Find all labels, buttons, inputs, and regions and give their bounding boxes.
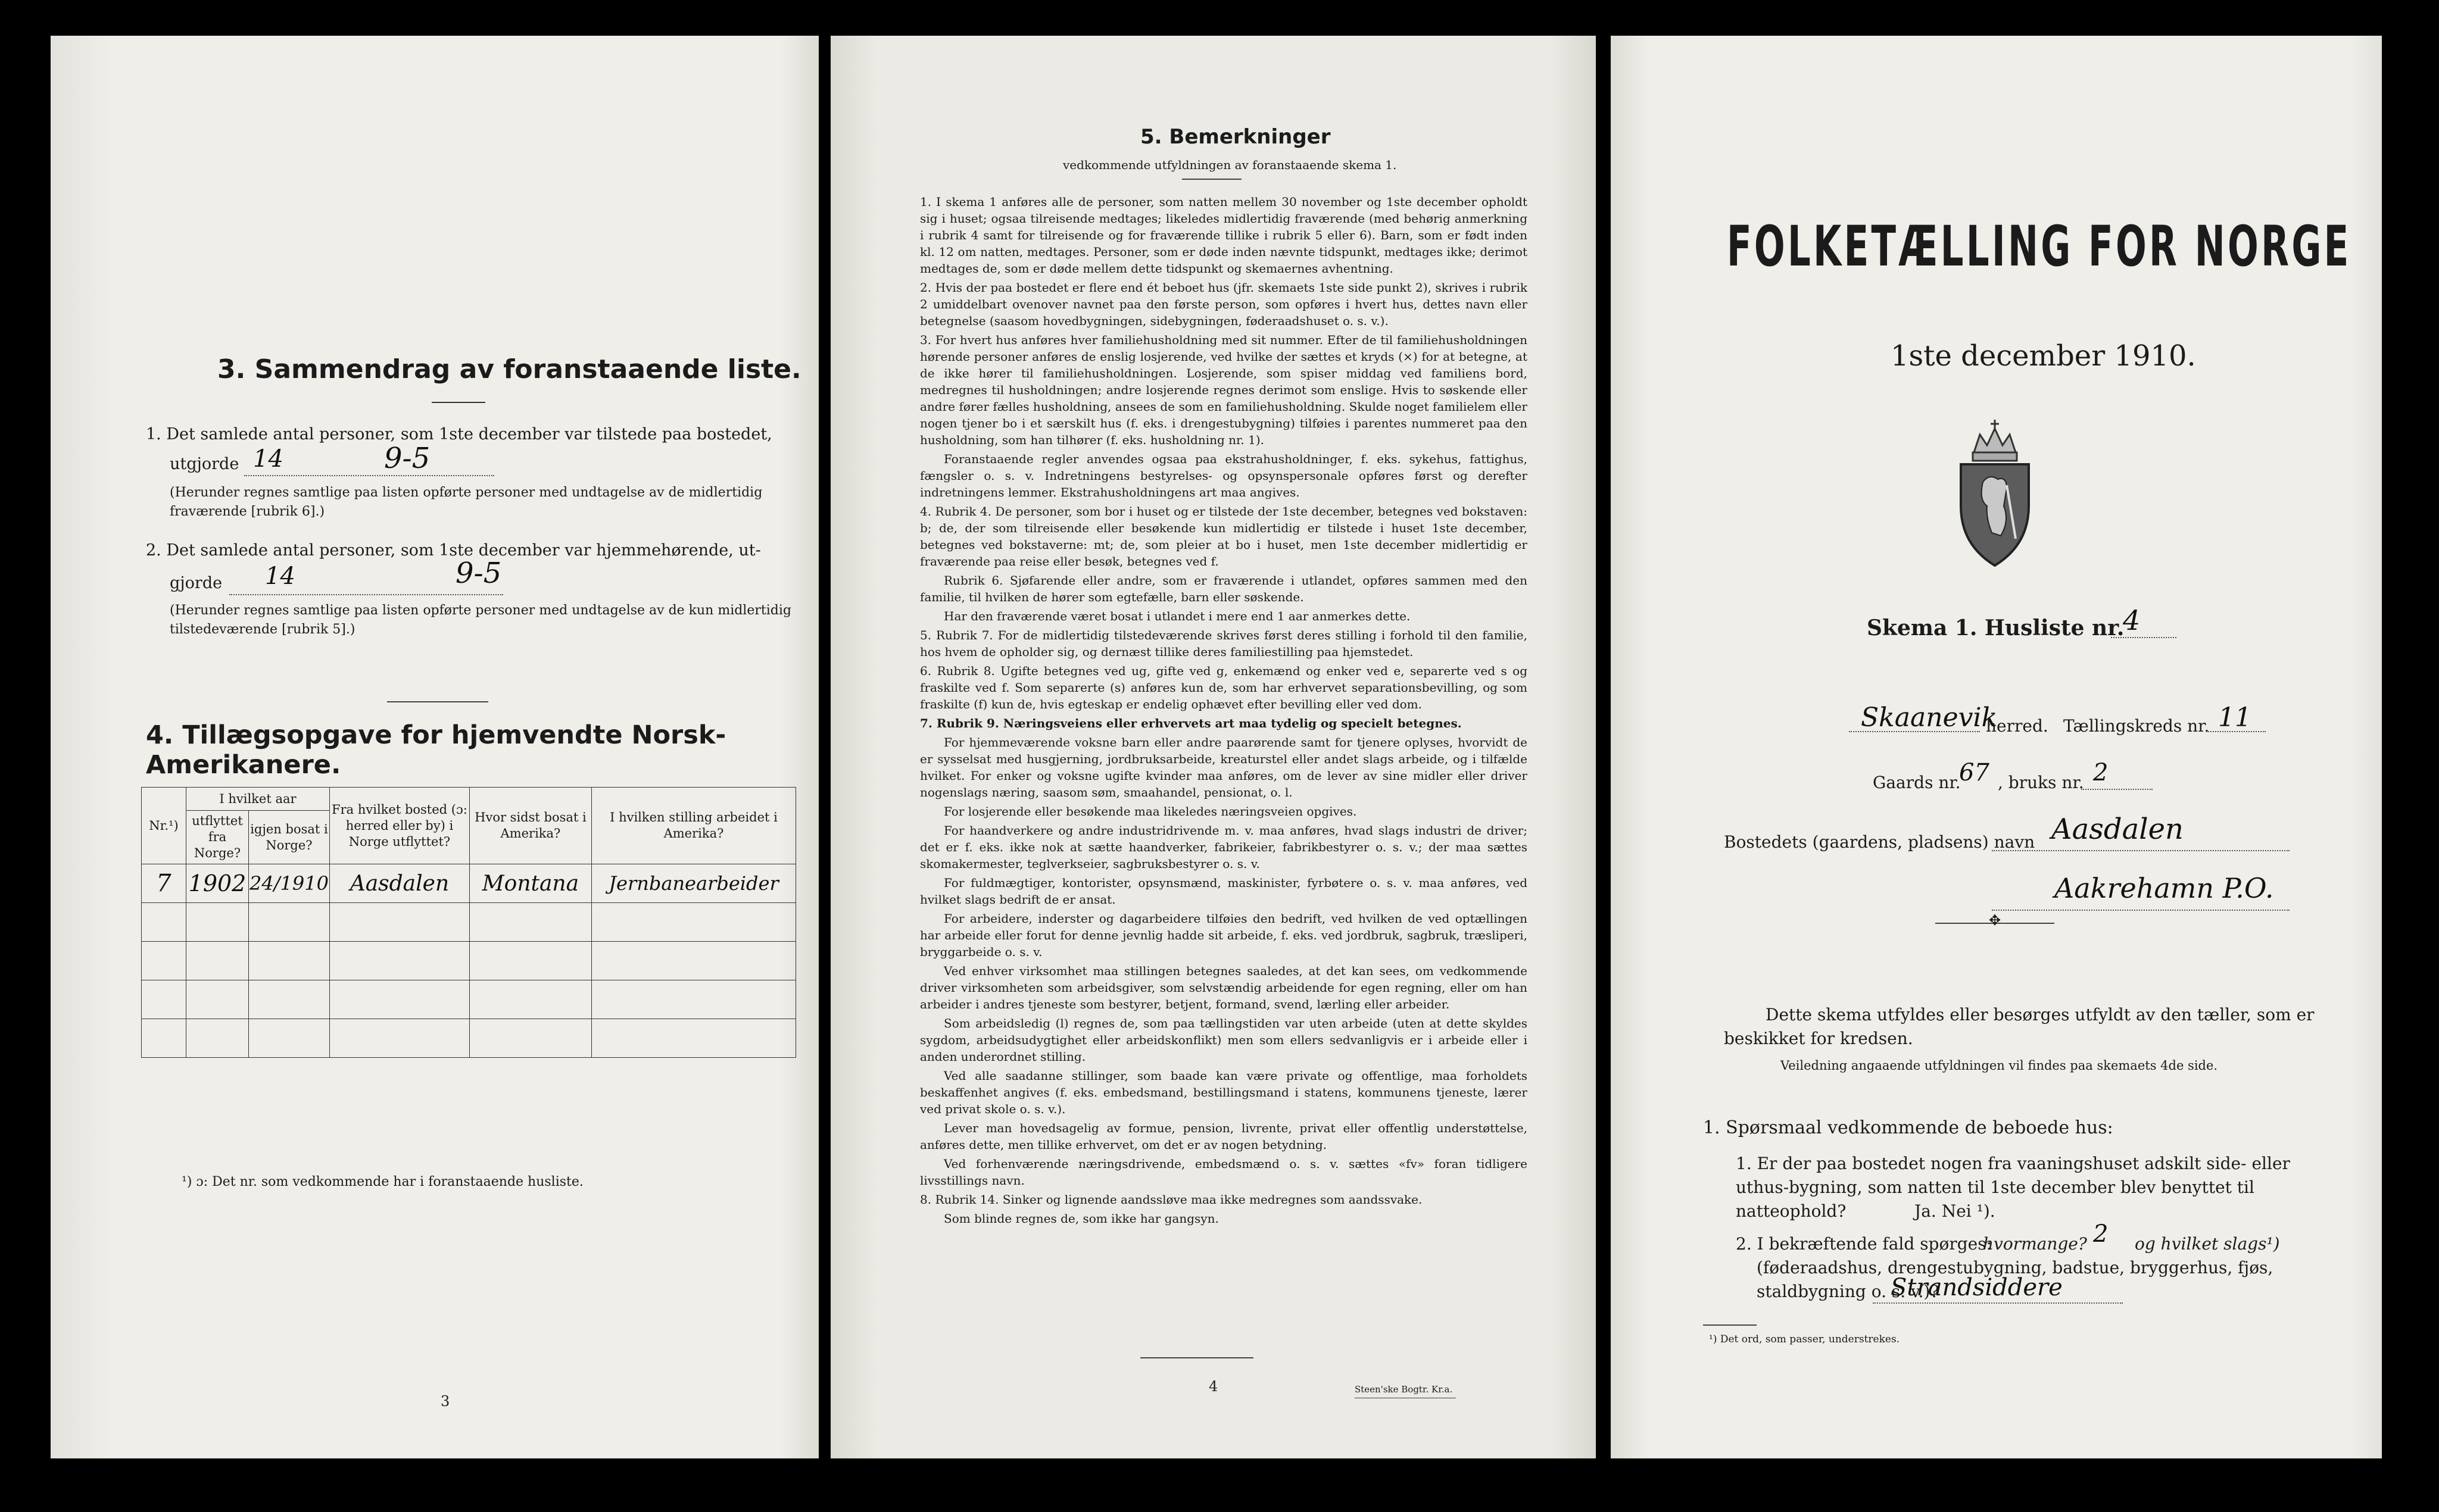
herred-line: [1849, 731, 1980, 732]
item2-note: (Herunder regnes samtlige paa listen opførte personer med undtagelse av de kun midlertidig tilstedeværende [rubrik 5].): [170, 603, 791, 637]
main-title: FOLKETÆLLING FOR NORGE: [1727, 214, 2351, 279]
remark-paragraph: 4. Rubrik 4. De personer, som bor i huset og er tilstede der 1ste december, betegnes ved bokstaven: b; de, der som tilreisende eller besøkende kun midlertidig er tilstede i huset 1ste december, betegnes ved bokstaverne: mt; de, som pleier at bo i huset, men 1ste december midlertidig er fraværende paa reise eller besøk, betegnes ved f.: [920, 504, 1527, 568]
bruks-line: [2081, 789, 2153, 790]
item1-note: (Herunder regnes samtlige paa listen opførte personer med undtagelse av de midlertidig fraværende [rubrik 6].): [170, 485, 763, 519]
question-1-2-cont: (føderaadshus, drengestubygning, badstue, bryggerhus, fjøs, staldbygning o. s. v.)?: [1757, 1258, 2273, 1301]
col-emigrated: utflyttet fra Norge?: [186, 811, 249, 864]
col-nr: Nr.¹): [142, 788, 186, 864]
divider: [1703, 1324, 1757, 1326]
intro-text: Dette skema utfyldes eller besørges utfyldt av den tæller, som er beskikket for kredsen.: [1724, 1005, 2315, 1048]
table-row: [142, 980, 796, 1019]
table-row: [142, 1019, 796, 1058]
remarks-title: 5. Bemerkninger: [1140, 125, 1331, 149]
page-summary: [51, 36, 819, 1458]
divider: [1182, 179, 1242, 180]
item1-hw: 9-5: [384, 442, 431, 475]
remark-paragraph: For fuldmægtiger, kontorister, opsynsmænd, maskinister, fyrbøtere o. s. v. maa anføres, ved hvilket slags bedrift de er ansat.: [920, 876, 1527, 907]
kreds-nr: 11: [2218, 702, 2251, 733]
divider: [387, 701, 488, 702]
ornament-icon: ✥: [1989, 912, 2001, 929]
item1-value: 14: [253, 445, 283, 473]
remark-paragraph: Som arbeidsledig (l) regnes de, som paa tællingstiden var uten arbeide (uten at dette skyldes sygdom, arbeidsudygtighet eller arbeidskonflikt) men som ellers sedvanligvis er i arbeide eller i anden underordnet stilling.: [920, 1016, 1527, 1064]
husliste-line: [2111, 637, 2176, 638]
question-1: 1. Spørsmaal vedkommende de beboede hus:: [1703, 1117, 2113, 1138]
col-position: I hvilken stilling arbeidet i Amerika?: [591, 788, 796, 864]
herred-label: herred.: [1986, 716, 2048, 736]
bosted-name: Aasdalen: [2051, 813, 2184, 846]
col-last-place: Hvor sidst bosat i Amerika?: [469, 788, 591, 864]
remark-paragraph: 7. Rubrik 9. Næringsveiens eller erhvervets art maa tydelig og specielt betegnes.: [920, 716, 1462, 730]
remark-paragraph: Rubrik 6. Sjøfarende eller andre, som er fraværende i utlandet, opføres sammen med den familie, til hvilken de hører som egtefælle, barn eller søskende.: [920, 573, 1527, 604]
husliste-nr: 4: [2123, 604, 2141, 636]
page-cover: [1611, 36, 2382, 1458]
item2-prefix: gjorde: [170, 574, 223, 592]
herred-name: Skaanevik: [1861, 702, 1998, 733]
item2-hw: 9-5: [456, 557, 502, 590]
bruks-label: , bruks nr.: [1998, 773, 2084, 792]
table-row: [142, 864, 796, 903]
gaards-nr: 67: [1959, 759, 1989, 786]
remark-paragraph: 8. Rubrik 14. Sinker og lignende aandssløve maa ikke medregnes som aandssvake.: [920, 1192, 1423, 1207]
item1-line: [244, 475, 494, 476]
item2-text: 2. Det samlede antal personer, som 1ste december var hjemmehørende, ut-: [146, 541, 761, 560]
item1-text: 1. Det samlede antal personer, som 1ste december var tilstede paa bostedet,: [146, 425, 772, 443]
remark-paragraph: For haandverkere og andre industridrivende m. v. maa anføres, hvad slags industri de driver; det er f. eks. ikke nok at sætte haandverker, fabrikeier, fabrikbestyrer o. s. v.; der maa sættes skomakermester, teglverkseier, sagbruksbestyrer o. s. v.: [920, 823, 1527, 871]
item2-line: [229, 594, 503, 595]
col-group-year: I hvilket aar: [186, 788, 330, 811]
answer-line: [1873, 1302, 2123, 1304]
remark-paragraph: For hjemmeværende voksne barn eller andre paarørende samt for tjenere oplyses, hvorvidt de er sysselsat med husgjerning, jordbruksarbeide, kreaturstel eller andet slags arbeide, og i tilfælde hvilket. For enker og voksne ugifte kvinder maa anføres, om de lever av sine midler eller driver nogenslags næring, saasom søm, smaahandel, pensionat, o. l.: [920, 735, 1527, 799]
cell-position: Jernbanearbeider: [591, 864, 796, 903]
remark-paragraph: Ved enhver virksomhet maa stillingen betegnes saaledes, at det kan sees, om vedkommende driver virksomheten som arbeidsgiver, som selvstændig arbeidende for egen regning, eller om han arbeider i andres tjeneste som bestyrer, betjent, formand, svend, lærling eller arbeider.: [920, 964, 1527, 1011]
question-1-2: 2. I bekræftende fald spørges:: [1736, 1234, 1992, 1254]
col-returned: igjen bosat i Norge?: [249, 811, 330, 864]
remark-paragraph: Ved forhenværende næringsdrivende, embedsmænd o. s. v. sættes «fv» foran tidligere livsstillings navn.: [920, 1157, 1527, 1188]
cell-nr: 7: [142, 864, 186, 903]
gaards-label: Gaards nr.: [1873, 773, 1961, 792]
remark-paragraph: Lever man hovedsagelig av formue, pension, livrente, privat eller offentlig understøttelse, anføres dette, men tillike erhvervet, om det er av nogen betydning.: [920, 1121, 1527, 1152]
cell-returned: 24/1910: [249, 864, 330, 903]
bosted-line: [1992, 850, 2290, 851]
address: Aakrehamn P.O.: [2054, 872, 2274, 904]
section3-title: 3. Sammendrag av foranstaaende liste.: [217, 354, 801, 385]
table-row: [142, 942, 796, 980]
remarks-subtitle: vedkommende utfyldningen av foranstaaende skema 1.: [1063, 158, 1397, 172]
remark-paragraph: Har den fraværende været bosat i utlandet i mere end 1 aar anmerkes dette.: [944, 609, 1411, 623]
section4-title: 4. Tillægsopgave for hjemvendte Norsk-Amerikanere.: [146, 720, 726, 780]
divider: [432, 402, 485, 403]
remark-paragraph: 2. Hvis der paa bostedet er flere end ét beboet hus (jfr. skemaets 1ste side punkt 2), skrives i rubrik 2 umiddelbart ovenover navnet paa den første person, som opføres i hvert hus, dettes navn eller betegnelse (saasom hovedbygningen, sidebygningen, føderaadshuset o. s. v.).: [920, 280, 1527, 328]
bruks-nr: 2: [2093, 759, 2109, 786]
address-line: [1992, 910, 2290, 911]
cell-last-place: Montana: [469, 864, 591, 903]
table-row: [142, 903, 796, 942]
bosted-label: Bostedets (gaardens, pladsens) navn: [1724, 832, 2035, 852]
item1-prefix: utgjorde: [170, 455, 239, 473]
remark-paragraph: 6. Rubrik 8. Ugifte betegnes ved ug, gifte ved g, enkemænd og enker ved e, separerte ved s og fraskilte ved f. Som separerte (s) anføres kun de, som har erhvervet separationsbevilling, og som fraskilte (f) kun de, hvis egteskap er endelig ophævet efter bevilling eller ved dom.: [920, 664, 1527, 711]
remark-paragraph: Foranstaaende regler anvendes ogsaa paa ekstrahusholdninger, f. eks. sykehus, fattighus, fængsler o. s. v. Indretningens bestyrelses- og opsynspersonale opføres først og derefter indretningens lemmer. Ekstrahusholdningens art maa angives.: [920, 452, 1527, 499]
cell-emigrated: 1902: [186, 864, 249, 903]
cell-from-place: Aasdalen: [329, 864, 469, 903]
remark-paragraph: 3. For hvert hus anføres hver familiehusholdning med sit nummer. Efter de til familiehusholdningen hørende personer anføres de enslig losjerende, ved hvilke der sættes et kryds (×) for at betegne, at de ikke hører til familiehusholdningen. Losjerende, som spiser middag ved familiens bord, medregnes til husholdningen; andre losjerende regnes derimot som enslige. Hvis to søskende eller andre fører fælles husholdning, ansees de som en familiehusholdning. Skulde noget familielem eller nogen tjener bo i et særskilt hus (f. eks. i drengestubygning) tilføies i parentes nummeret paa den husholdning, som han tilhører (f. eks. husholdning nr. 1).: [920, 333, 1527, 447]
kreds-label: Tællingskreds nr.: [2063, 716, 2210, 736]
remarks-body: [920, 193, 1527, 1229]
footnote: ¹) ɔ: Det nr. som vedkommende har i foranstaaende husliste.: [182, 1174, 584, 1189]
guidance-text: Veiledning angaaende utfyldningen vil findes paa skemaets 4de side.: [1780, 1058, 2218, 1073]
census-date: 1ste december 1910.: [1891, 339, 2196, 373]
col-from-place: Fra hvilket bosted (ɔ: herred eller by) i Norge utflyttet?: [329, 788, 469, 864]
question-1-2-howmany: hvormange?: [1983, 1234, 2087, 1254]
remark-paragraph: For losjerende eller besøkende maa likeledes næringsveien opgives.: [944, 804, 1357, 819]
remark-paragraph: Som blinde regnes de, som ikke har gangsyn.: [944, 1211, 1219, 1226]
remark-paragraph: For arbeidere, inderster og dagarbeidere tilføies den bedrift, ved hvilken de ved optællingen har arbeide eller forut for denne jevnlig hadde sit arbeide, f. eks. ved jordbruk, sagbruk, træsliperi, bryggarbeide o. s. v.: [920, 911, 1527, 959]
kreds-line: [2206, 731, 2266, 732]
item2-value: 14: [265, 563, 295, 590]
divider: [1140, 1357, 1253, 1358]
question-1-2-answer: Strandsiddere: [1891, 1274, 2063, 1301]
printer-mark: Steen'ske Bogtr. Kr.a.: [1355, 1384, 1453, 1395]
question-1-2-count: 2: [2093, 1220, 2109, 1248]
footnote: ¹) Det ord, som passer, understrekes.: [1709, 1333, 1900, 1345]
page-remarks: [831, 36, 1596, 1458]
coat-of-arms-icon: [1950, 417, 2039, 571]
question-1-1: 1. Er der paa bostedet nogen fra vaaningshuset adskilt side- eller uthus-bygning, som natten til 1ste december blev benyttet til natteophold?: [1736, 1154, 2290, 1221]
page-number: 3: [441, 1393, 450, 1410]
remark-paragraph: 1. I skema 1 anføres alle de personer, som natten mellem 30 november og 1ste december opholdt sig i huset; ogsaa tilreisende medtages; likeledes midlertidig fraværende (med behørig anmerkning i rubrik 4 samt for tilreisende og for fraværende tillike i rubrik 5 eller 6). Barn, som er født inden kl. 12 om natten, medtages. Personer, som er døde inden nævnte tidspunkt, medtages ikke; derimot medtages de, som er døde mellem dette tidspunkt og skemaernes avhentning.: [920, 195, 1527, 276]
skema-label: Skema 1. Husliste nr.: [1867, 616, 2125, 641]
question-1-2-kind: og hvilket slags¹): [2135, 1234, 2280, 1254]
question-1-1-answer: Ja. Nei ¹).: [1914, 1201, 1995, 1221]
page-number: 4: [1209, 1378, 1218, 1395]
norsk-amerikaner-table: [141, 787, 796, 1058]
remark-paragraph: Ved alle saadanne stillinger, som baade kan være private og offentlige, maa forholdets beskaffenhet angives (f. eks. embedsmand, bestillingsmand i statens, kommunens tjeneste, lærer ved privat skole o. s. v.).: [920, 1069, 1527, 1116]
remark-paragraph: 5. Rubrik 7. For de midlertidig tilstedeværende skrives først deres stilling i forhold til den familie, hos hvem de opholder sig, og dernæst tillike deres familiestilling paa hjemstedet.: [920, 628, 1527, 659]
